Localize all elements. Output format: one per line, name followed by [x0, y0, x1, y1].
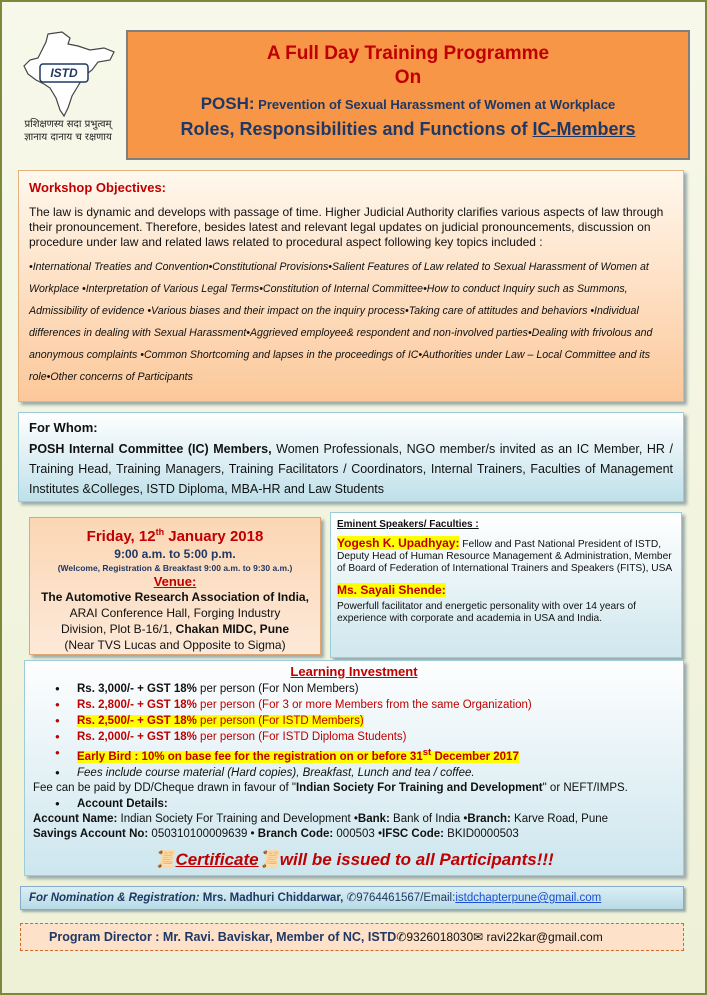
early-bird	[55, 745, 675, 765]
speaker-1	[337, 537, 675, 575]
account-head-text: Account Details:	[77, 797, 168, 810]
objectives-intro: The law is dynamic and develops with passage of time. Higher Judicial Authority clarifies various aspects of law through their pronouncement. Therefore, besides latest and relevant legal updates on judicial pronouncements, discussion on procedure under law and related laws related to procedural aspect following key topics included :	[29, 205, 664, 249]
early-bird-sup: st	[422, 747, 432, 758]
certificate-rest: will be issued to all Participants!!!	[279, 849, 554, 869]
venue-city: Chakan MIDC, Pune	[175, 622, 290, 636]
speaker-2-bio: Powerfull facilitator and energetic personality with over 14 years of experience with corporate and academia in USA and India.	[337, 601, 636, 624]
venue-line-3	[30, 621, 320, 637]
fee-2-desc: per person (For 3 or more Members from the same Organization)	[196, 699, 532, 711]
for-whom-heading: For Whom:	[29, 420, 98, 435]
account-list	[33, 796, 675, 812]
ifsc-value: BKID0000503	[443, 827, 519, 840]
certificate-icon: 📜	[154, 849, 176, 869]
posh-label: POSH:	[200, 94, 255, 113]
objectives-topics: •International Treaties and Convention•Constitutional Provisions•Salient Features of Law related to Sexual Harassment of Women at Workplace •Interpretation of Various Legal Terms•Constitution of Internal Committee•How to conduct Inquiry such as Summons, Admissibility of evidence •Various biases and their impact on the inquiry process•Taking care of attitudes and behaviors •Individual differences in dealing with Sexual Harassment•Aggrieved employee& respondent and non-involved parties•Dealing with frivolous and anonymous complaints •Common Shortcoming and lapses in the proceedings of IC•Authorities under Law – Local Committee and its role•Other concerns of Participants	[29, 261, 653, 383]
nomination-name: Mrs. Madhuri Chiddarwar,	[199, 892, 344, 904]
istd-logo	[16, 30, 120, 160]
nomination-email-link[interactable]: istdchapterpune@gmail.com	[455, 892, 602, 904]
early-bird-date: December 2017	[431, 750, 519, 763]
venue-plot: Division, Plot B-16/1,	[60, 622, 176, 636]
fee-1-desc: per person (For Non Members)	[196, 683, 359, 695]
investment-heading: Learning Investment	[290, 664, 418, 679]
payment-payee: Indian Society For Training and Development	[295, 781, 543, 794]
director-bar	[20, 923, 684, 951]
speaker-1-bio: Fellow and Past National President of ISTD, Deputy Head of Human Resource Management & Administration, Member of Board of Federation of International Trainers and Speakers (FITS), USA	[337, 539, 673, 574]
venue-line-2: ARAI Conference Hall, Forging Industry	[69, 606, 281, 620]
title-line-4-ic: IC-Members	[532, 119, 636, 139]
speaker-2-name: Ms. Sayali Shende:	[337, 583, 446, 597]
nomination-email-label: Email:	[423, 892, 456, 904]
nomination-label: For Nomination & Registration:	[29, 892, 200, 904]
fee-includes-text: Fees include course material (Hard copies), Breakfast, Lunch and tea / coffee.	[77, 766, 475, 779]
title-posh	[128, 93, 688, 116]
venue-label: Venue:	[153, 574, 197, 589]
savings-value: 050310100009639 •	[148, 827, 258, 840]
venue-org: The Automotive Research Association of India,	[41, 590, 309, 604]
payment-c: " or NEFT/IMPS.	[542, 781, 628, 794]
logo-tagline-1: प्रशिक्षणस्य सदा प्रभुत्वम्	[24, 119, 112, 130]
fee-3-desc: per person (For ISTD Members)	[196, 715, 364, 727]
logo-text: ISTD	[50, 66, 78, 80]
date-day: Friday, 12	[86, 528, 156, 545]
for-whom-rest: Women Professionals, NGO member/s invited as an IC Member, HR / Training Head, Training Managers, Training Facilitators / Coordinators, Internal Trainers, Faculties of Management Institutes &Colleges, ISTD Diploma, MBA-HR and Law Students	[29, 442, 673, 496]
certificate-icon-2: 📜	[258, 849, 280, 869]
learning-investment	[24, 660, 684, 876]
logo-tagline-2: ज्ञानाय दानाय च रक्षणाय	[24, 132, 112, 143]
fee-group	[55, 697, 675, 713]
early-bird-text: Early Bird : 10% on base fee for the registration on or before 31	[77, 750, 423, 763]
fee-3-amount: Rs. 2,500/- + GST 18%	[77, 715, 197, 727]
branch-label: Branch:	[467, 812, 511, 825]
branch-code-value: 000503 •	[333, 827, 382, 840]
venue-line-4: (Near TVS Lucas and Opposite to Sigma)	[64, 638, 286, 652]
india-map-icon	[18, 30, 118, 118]
nomination-bar	[20, 886, 684, 910]
bank-label: Bank:	[357, 812, 390, 825]
certificate-word: Certificate	[175, 849, 259, 869]
speakers-box	[330, 512, 682, 658]
director-label: Program Director : Mr. Ravi. Baviskar, Member of NC, ISTD	[49, 930, 397, 944]
branch-code-label: Branch Code:	[257, 827, 334, 840]
speaker-1-name: Yogesh K. Upadhyay:	[337, 536, 460, 550]
nomination-phone: ✆9764461567/	[343, 892, 424, 904]
date-month-year: January 2018	[164, 528, 264, 545]
fee-4-amount: Rs. 2,000/- + GST 18%	[77, 731, 197, 743]
account-line-2	[33, 827, 675, 842]
bank-value: Bank of India •	[389, 812, 468, 825]
fee-list	[33, 681, 675, 781]
venue-line-1	[30, 589, 320, 605]
fee-non-members	[55, 681, 675, 697]
date-venue-box	[29, 517, 321, 655]
fee-includes	[55, 765, 675, 781]
certificate-note	[33, 848, 675, 872]
title-banner	[126, 30, 690, 160]
for-whom-text	[29, 439, 673, 499]
for-whom-bold: POSH Internal Committee (IC) Members,	[29, 442, 272, 456]
account-details-heading	[55, 796, 675, 812]
title-line-2: On	[394, 67, 422, 88]
event-welcome-note: (Welcome, Registration & Breakfast 9:00 a.m. to 9:30 a.m.)	[57, 563, 293, 573]
payment-a: Fee can be paid by DD/Cheque drawn in favour of "	[33, 781, 296, 794]
acc-name-value: Indian Society For Training and Development •	[117, 812, 358, 825]
date-suffix: th	[155, 527, 165, 537]
posh-subtitle: Prevention of Sexual Harassment of Women at Workplace	[258, 97, 616, 112]
objectives-heading: Workshop Objectives:	[29, 180, 167, 195]
payment-info	[33, 781, 675, 796]
fee-diploma-students	[55, 729, 675, 745]
fee-2-amount: Rs. 2,800/- + GST 18%	[77, 699, 197, 711]
speakers-heading: Eminent Speakers/ Faculties :	[337, 519, 479, 530]
savings-label: Savings Account No:	[33, 827, 149, 840]
fee-istd-members	[55, 713, 675, 729]
title-line-4	[128, 116, 688, 142]
fee-1-amount: Rs. 3,000/- + GST 18%	[77, 683, 197, 695]
account-line-1	[33, 812, 675, 827]
director-phone: ✆9326018030	[396, 930, 474, 944]
acc-name-label: Account Name:	[33, 812, 118, 825]
branch-value: Karve Road, Pune	[510, 812, 609, 825]
ifsc-label: IFSC Code:	[382, 827, 444, 840]
title-line-1: A Full Day Training Programme	[266, 43, 550, 64]
workshop-objectives	[18, 170, 684, 402]
for-whom-section	[18, 412, 684, 502]
director-email: ✉ ravi22kar@gmail.com	[473, 930, 603, 944]
speaker-2	[337, 581, 675, 625]
event-date	[30, 522, 320, 547]
title-line-4-a: Roles, Responsibilities and Functions of	[180, 119, 533, 139]
event-time: 9:00 a.m. to 5:00 p.m.	[114, 547, 236, 561]
fee-4-desc: per person (For ISTD Diploma Students)	[196, 731, 407, 743]
